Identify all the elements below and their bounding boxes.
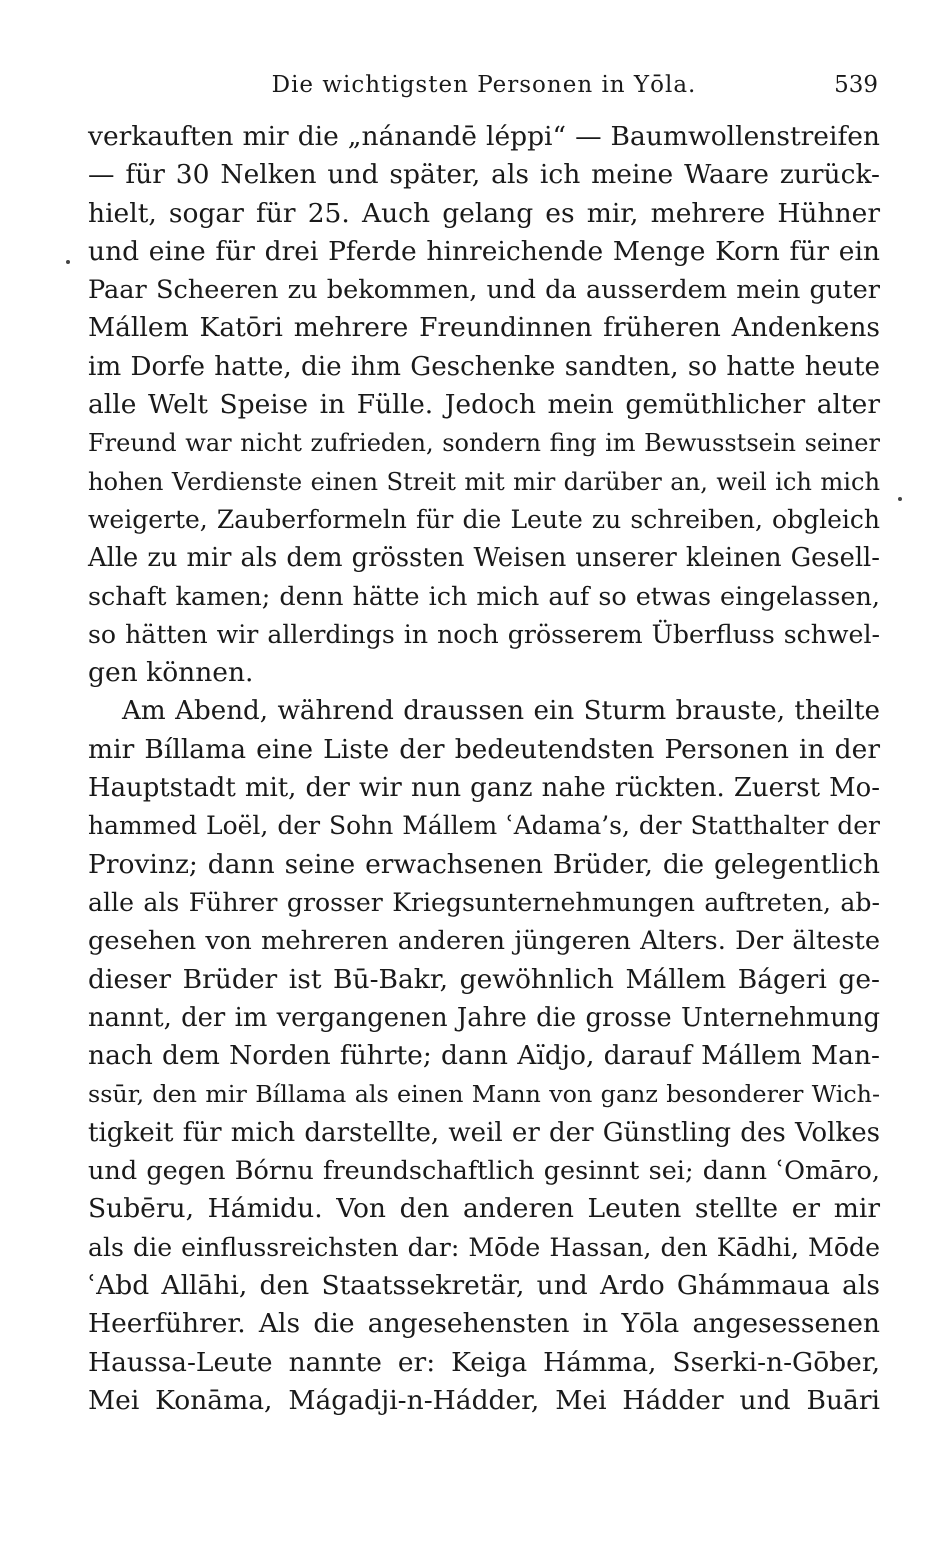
text-line: mir Bíllama eine Liste der bedeutendsten Personen in der xyxy=(88,733,880,765)
print-speck xyxy=(66,260,70,264)
text-line: Mállem Katōri mehrere Freundinnen früheren Andenkens xyxy=(88,312,880,344)
text-line: Heerführer. Als die angesehensten in Yōla angesessenen xyxy=(88,1308,880,1340)
text-line: nannt, der im vergangenen Jahre die grosse Unternehmung xyxy=(88,1002,880,1033)
text-line: hielt, sogar für 25. Auch gelang es mir, mehrere Hühner xyxy=(88,197,880,229)
text-line: Provinz; dann seine erwachsenen Brüder, die gelegentlich xyxy=(88,848,880,880)
text-line: Subēru, Hámidu. Von den anderen Leuten stellte er mir xyxy=(88,1193,880,1225)
text-line: hammed Loël, der Sohn Mállem ʿAdama’s, der Statthalter der xyxy=(88,811,880,841)
text-line: Freund war nicht zufrieden, sondern fing im Bewusstsein seiner xyxy=(88,429,880,458)
text-line: Hauptstadt mit, der wir nun ganz nahe rückten. Zuerst Mo- xyxy=(88,773,880,804)
text-line: Paar Scheeren zu bekommen, und da ausserdem mein guter xyxy=(88,275,880,306)
text-line: Haussa-Leute nannte er: Keiga Hámma, Sserki-n-Gōber, xyxy=(88,1346,880,1378)
text-line: — für 30 Nelken und später, als ich meine Waare zurück- xyxy=(88,159,880,191)
text-line: dieser Brüder ist Bū-Bakr, gewöhnlich Mállem Bágeri ge- xyxy=(88,963,880,995)
text-line: gen können. xyxy=(88,657,254,689)
paragraph-1 xyxy=(88,118,880,692)
text-line: ssūr, den mir Bíllama als einen Mann von ganz besonderer Wich- xyxy=(88,1080,880,1109)
text-line: ʿAbd Allāhi, den Staatssekretär, und Ardo Ghámmaua als xyxy=(88,1269,880,1301)
text-line: und eine für drei Pferde hinreichende Menge Korn für ein xyxy=(88,235,880,267)
print-speck xyxy=(898,497,902,501)
text-line: tigkeit für mich darstellte, weil er der Günstling des Volkes xyxy=(88,1117,880,1148)
text-line: Am Abend, während draussen ein Sturm brauste, theilte xyxy=(122,696,880,727)
text-line: alle Welt Speise in Fülle. Jedoch mein gemüthlicher alter xyxy=(88,389,880,421)
text-line: verkauften mir die „nánandē léppi“ — Baumwollenstreifen xyxy=(88,121,880,152)
text-line: im Dorfe hatte, die ihm Geschenke sandten, so hatte heute xyxy=(88,351,880,382)
text-line: und gegen Bórnu freundschaftlich gesinnt sei; dann ʿOmāro, xyxy=(88,1156,880,1187)
body-text xyxy=(88,118,880,1420)
page-number: 539 xyxy=(834,72,878,98)
text-line: gesehen von mehreren anderen jüngeren Alters. Der älteste xyxy=(88,926,880,957)
text-line: weigerte, Zauberformeln für die Leute zu schreiben, obgleich xyxy=(88,504,880,534)
running-head xyxy=(88,72,880,102)
text-line: nach dem Norden führte; dann Aïdjo, darauf Mállem Man- xyxy=(88,1040,880,1072)
text-line: hohen Verdienste einen Streit mit mir darüber an, weil ich mich xyxy=(88,467,880,496)
text-line: schaft kamen; denn hätte ich mich auf so etwas eingelassen, xyxy=(88,581,880,612)
text-line: so hätten wir allerdings in noch grösserem Überfluss schwel- xyxy=(88,619,880,649)
text-line: Mei Konāma, Mágadji-n-Hádder, Mei Hádder und Buāri xyxy=(88,1384,880,1416)
running-head-title: Die wichtigsten Personen in Yōla. xyxy=(271,72,697,98)
paragraph-2 xyxy=(88,692,880,1420)
text-line: als die einflussreichsten dar: Mōde Hassan, den Kādhi, Mōde xyxy=(88,1232,880,1262)
text-line: alle als Führer grosser Kriegsunternehmungen auftreten, ab- xyxy=(88,887,880,917)
text-line: Alle zu mir als dem grössten Weisen unserer kleinen Gesell- xyxy=(88,543,880,574)
